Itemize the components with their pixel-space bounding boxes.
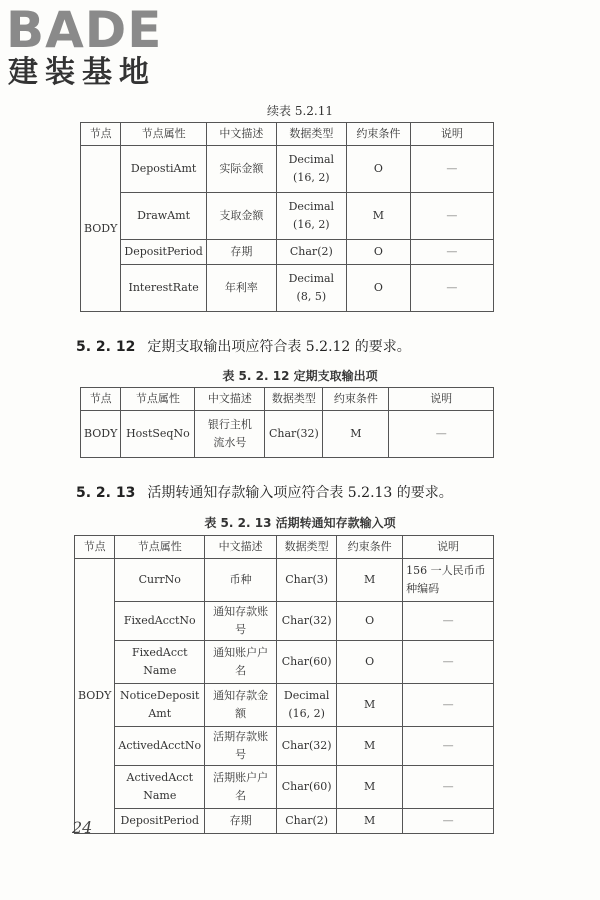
type-cell: [277, 684, 337, 727]
table-row: [81, 265, 494, 312]
type-line1: Decimal: [283, 689, 330, 702]
clause-text: 定期支取输出项应符合表 5.2.12 的要求。: [147, 339, 411, 355]
table-row: [75, 602, 494, 641]
table-header-row: [75, 536, 494, 559]
type-cell: Char(32): [265, 411, 323, 458]
desc-cell: 支取金额: [206, 193, 276, 240]
attr-line2: Name: [143, 664, 177, 677]
table-header-row: [81, 123, 494, 146]
table1-caption: 续表 5.2.11: [267, 104, 333, 118]
type-line2: (16, 2): [293, 171, 330, 184]
header-constraint: 约束条件: [323, 388, 389, 411]
note-cell: —: [410, 240, 493, 265]
desc-cell: 通知存款金额: [205, 684, 277, 727]
header-type: 数据类型: [265, 388, 323, 411]
type-line1: Decimal: [288, 200, 335, 213]
page-number: 24: [72, 818, 93, 837]
attr-cell: DepositPeriod: [121, 240, 206, 265]
attr-cell: [115, 641, 205, 684]
header-node: 节点: [75, 536, 115, 559]
attr-line2: Amt: [148, 707, 172, 720]
header-constraint: 约束条件: [337, 536, 403, 559]
type-line1: Decimal: [288, 153, 335, 166]
constraint-cell: M: [337, 684, 403, 727]
header-type: 数据类型: [276, 123, 346, 146]
note-cell: —: [403, 684, 494, 727]
note-cell: —: [403, 809, 494, 834]
header-desc: 中文描述: [206, 123, 276, 146]
header-attr: 节点属性: [121, 388, 195, 411]
constraint-cell: M: [337, 559, 403, 602]
note-cell: —: [403, 602, 494, 641]
desc-cell: 活期存款账号: [205, 727, 277, 766]
note-cell: —: [389, 411, 494, 458]
note-cell: —: [410, 146, 493, 193]
logo-sub-text: 建装基地: [8, 55, 156, 90]
table-row: [75, 641, 494, 684]
constraint-cell: O: [346, 240, 410, 265]
clause-5-2-13: [76, 482, 453, 502]
attr-line1: NoticeDeposit: [120, 689, 200, 702]
node-cell: BODY: [81, 411, 121, 458]
constraint-cell: M: [337, 727, 403, 766]
desc-cell: 通知存款账号: [205, 602, 277, 641]
header-desc: 中文描述: [205, 536, 277, 559]
note-cell: —: [403, 766, 494, 809]
attr-cell: HostSeqNo: [121, 411, 195, 458]
clause-number: 5. 2. 12: [76, 339, 136, 355]
logo-main-text: BADE: [6, 1, 163, 59]
type-cell: Char(32): [277, 602, 337, 641]
table-row: [81, 146, 494, 193]
note-cell: —: [403, 641, 494, 684]
type-line2: (16, 2): [288, 707, 325, 720]
table-header-row: [81, 388, 494, 411]
desc-cell: 通知账户户名: [205, 641, 277, 684]
attr-line2: Name: [143, 789, 177, 802]
clause-number: 5. 2. 13: [76, 485, 136, 501]
type-cell: [276, 146, 346, 193]
type-line2: (16, 2): [293, 218, 330, 231]
node-cell: BODY: [81, 146, 121, 312]
constraint-cell: O: [346, 146, 410, 193]
desc-cell: 存期: [205, 809, 277, 834]
desc-line1: 银行主机: [207, 418, 252, 431]
header-attr: 节点属性: [115, 536, 205, 559]
type-cell: Char(2): [277, 809, 337, 834]
desc-cell: 年利率: [206, 265, 276, 312]
type-cell: Char(2): [276, 240, 346, 265]
attr-cell: DrawAmt: [121, 193, 206, 240]
desc-line2: 流水号: [213, 436, 247, 449]
attr-line1: FixedAcct: [131, 646, 188, 659]
constraint-cell: O: [346, 265, 410, 312]
header-note: 说明: [403, 536, 494, 559]
table-5-2-11-continued: [80, 122, 494, 312]
constraint-cell: M: [323, 411, 389, 458]
table-row: [81, 411, 494, 458]
constraint-cell: M: [337, 766, 403, 809]
desc-cell: 存期: [206, 240, 276, 265]
desc-cell: 币种: [205, 559, 277, 602]
desc-cell: [195, 411, 265, 458]
attr-line1: ActivedAcct: [126, 771, 194, 784]
table-row: [75, 727, 494, 766]
table2-caption: 表 5. 2. 12 定期支取输出项: [222, 369, 378, 383]
desc-cell: 实际金额: [206, 146, 276, 193]
attr-cell: [115, 684, 205, 727]
attr-cell: ActivedAcctNo: [115, 727, 205, 766]
table-row: [75, 809, 494, 834]
header-node: 节点: [81, 123, 121, 146]
header-node: 节点: [81, 388, 121, 411]
type-cell: [276, 265, 346, 312]
type-cell: Char(32): [277, 727, 337, 766]
attr-cell: CurrNo: [115, 559, 205, 602]
desc-cell: 活期账户户名: [205, 766, 277, 809]
logo: [6, 1, 163, 90]
note-cell: —: [410, 265, 493, 312]
type-line1: Decimal: [288, 272, 335, 285]
attr-cell: DepostiAmt: [121, 146, 206, 193]
clause-5-2-12: [76, 336, 411, 356]
attr-cell: [115, 766, 205, 809]
table-row: [81, 240, 494, 265]
table-5-2-12: [80, 387, 494, 458]
constraint-cell: O: [337, 641, 403, 684]
note-cell: —: [410, 193, 493, 240]
node-cell: BODY: [75, 559, 115, 834]
type-line2: (8, 5): [296, 290, 327, 303]
note-line2: 种编码: [406, 582, 440, 595]
type-cell: Char(3): [277, 559, 337, 602]
table-row: [75, 684, 494, 727]
clause-text: 活期转通知存款输入项应符合表 5.2.13 的要求。: [147, 485, 453, 501]
header-type: 数据类型: [277, 536, 337, 559]
constraint-cell: O: [337, 602, 403, 641]
table-5-2-13: [74, 535, 494, 834]
note-cell: —: [403, 727, 494, 766]
note-line1: 156 一人民币币: [406, 564, 486, 577]
type-cell: Char(60): [277, 641, 337, 684]
table3-caption: 表 5. 2. 13 活期转通知存款输入项: [204, 516, 396, 530]
header-desc: 中文描述: [195, 388, 265, 411]
attr-cell: DepositPeriod: [115, 809, 205, 834]
note-cell: [403, 559, 494, 602]
table-row: [75, 766, 494, 809]
type-cell: [276, 193, 346, 240]
type-cell: Char(60): [277, 766, 337, 809]
constraint-cell: M: [337, 809, 403, 834]
header-constraint: 约束条件: [346, 123, 410, 146]
attr-cell: FixedAcctNo: [115, 602, 205, 641]
table-row: [75, 559, 494, 602]
attr-cell: InterestRate: [121, 265, 206, 312]
header-note: 说明: [410, 123, 493, 146]
header-attr: 节点属性: [121, 123, 206, 146]
constraint-cell: M: [346, 193, 410, 240]
table-row: [81, 193, 494, 240]
header-note: 说明: [389, 388, 494, 411]
